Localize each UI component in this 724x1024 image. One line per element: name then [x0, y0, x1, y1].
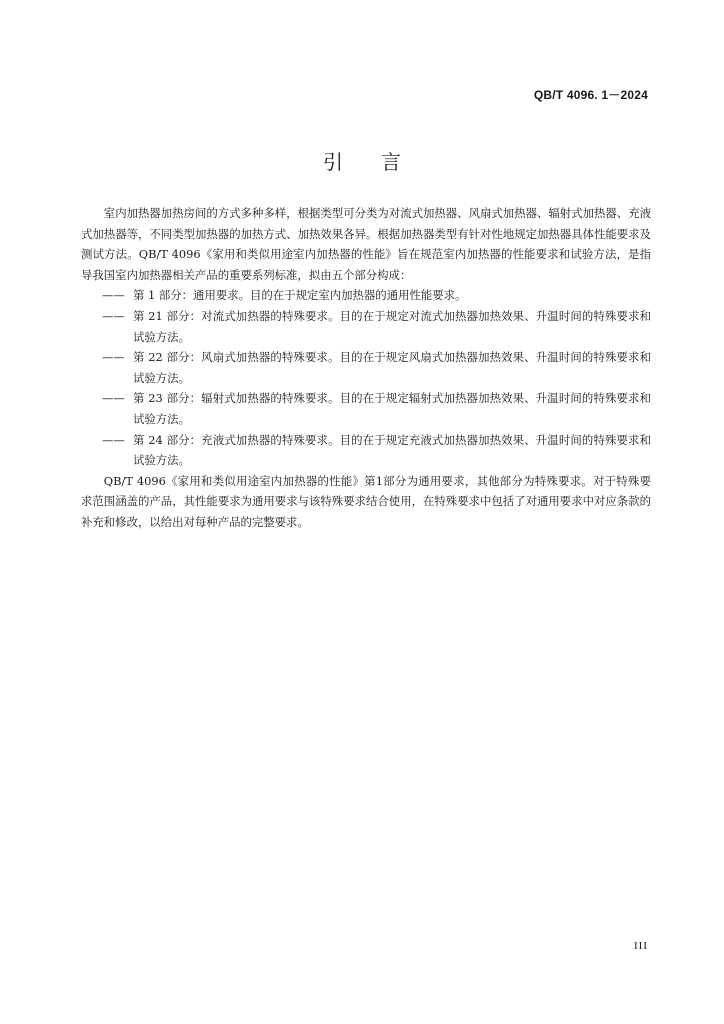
dash-marker: —— — [102, 308, 125, 323]
body-text — [81, 203, 651, 533]
page-title: 引言 — [323, 150, 439, 174]
standard-code: QB/T 4096. 1－2024 — [533, 88, 648, 102]
list-item-text: 第 24 部分：充液式加热器的特殊要求。目的在于规定充液式加热器加热效果、升温时间的特殊要求和试验方法。 — [133, 432, 651, 468]
list-item-text: 第 23 部分：辐射式加热器的特殊要求。目的在于规定辐射式加热器加热效果、升温时间的特殊要求和试验方法。 — [133, 391, 651, 426]
dash-marker: —— — [102, 350, 125, 365]
closing-paragraph: QB/T 4096《家用和类似用途室内加热器的性能》第1部分为通用要求，其他部分为特殊要求。对于特殊要求范围涵盖的产品，其性能要求为通用要求与该特殊要求结合使用，在特殊要求中包括了对通用要求中对应条款的补充和修改，以给出对每种产品的完整要求。 — [81, 473, 651, 529]
dash-marker: —— — [102, 391, 125, 406]
list-item — [81, 388, 651, 429]
list-item-text: 第 1 部分：通用要求。目的在于规定室内加热器的通用性能要求。 — [133, 288, 467, 303]
list-item — [81, 285, 651, 306]
list-item — [81, 306, 651, 347]
list-item — [81, 347, 651, 388]
list-item-text: 第 22 部分：风扇式加热器的特殊要求。目的在于规定风扇式加热器加热效果、升温时间的特殊要求和试验方法。 — [133, 350, 651, 385]
list-item — [81, 430, 651, 471]
list-item-text: 第 21 部分：对流式加热器的特殊要求。目的在于规定对流式加热器加热效果、升温时间的特殊要求和试验方法。 — [133, 308, 651, 344]
intro-paragraph: 室内加热器加热房间的方式多种多样，根据类型可分类为对流式加热器、风扇式加热器、辐射式加热器、充液式加热器等，不同类型加热器的加热方式、加热效果各异。根据加热器类型有针对性地规定加热器具体性能要求及测试方法。QB/T 4096《家用和类似用途室内加热器的性能》旨在规范室内加热器的性能要求和试验方法，是指导我国室内加热器相关产品的重要系列标准，拟由五个部分构成： — [81, 206, 651, 282]
dash-marker: —— — [102, 288, 125, 303]
page-number: III — [634, 940, 648, 952]
dash-marker: —— — [102, 432, 125, 447]
